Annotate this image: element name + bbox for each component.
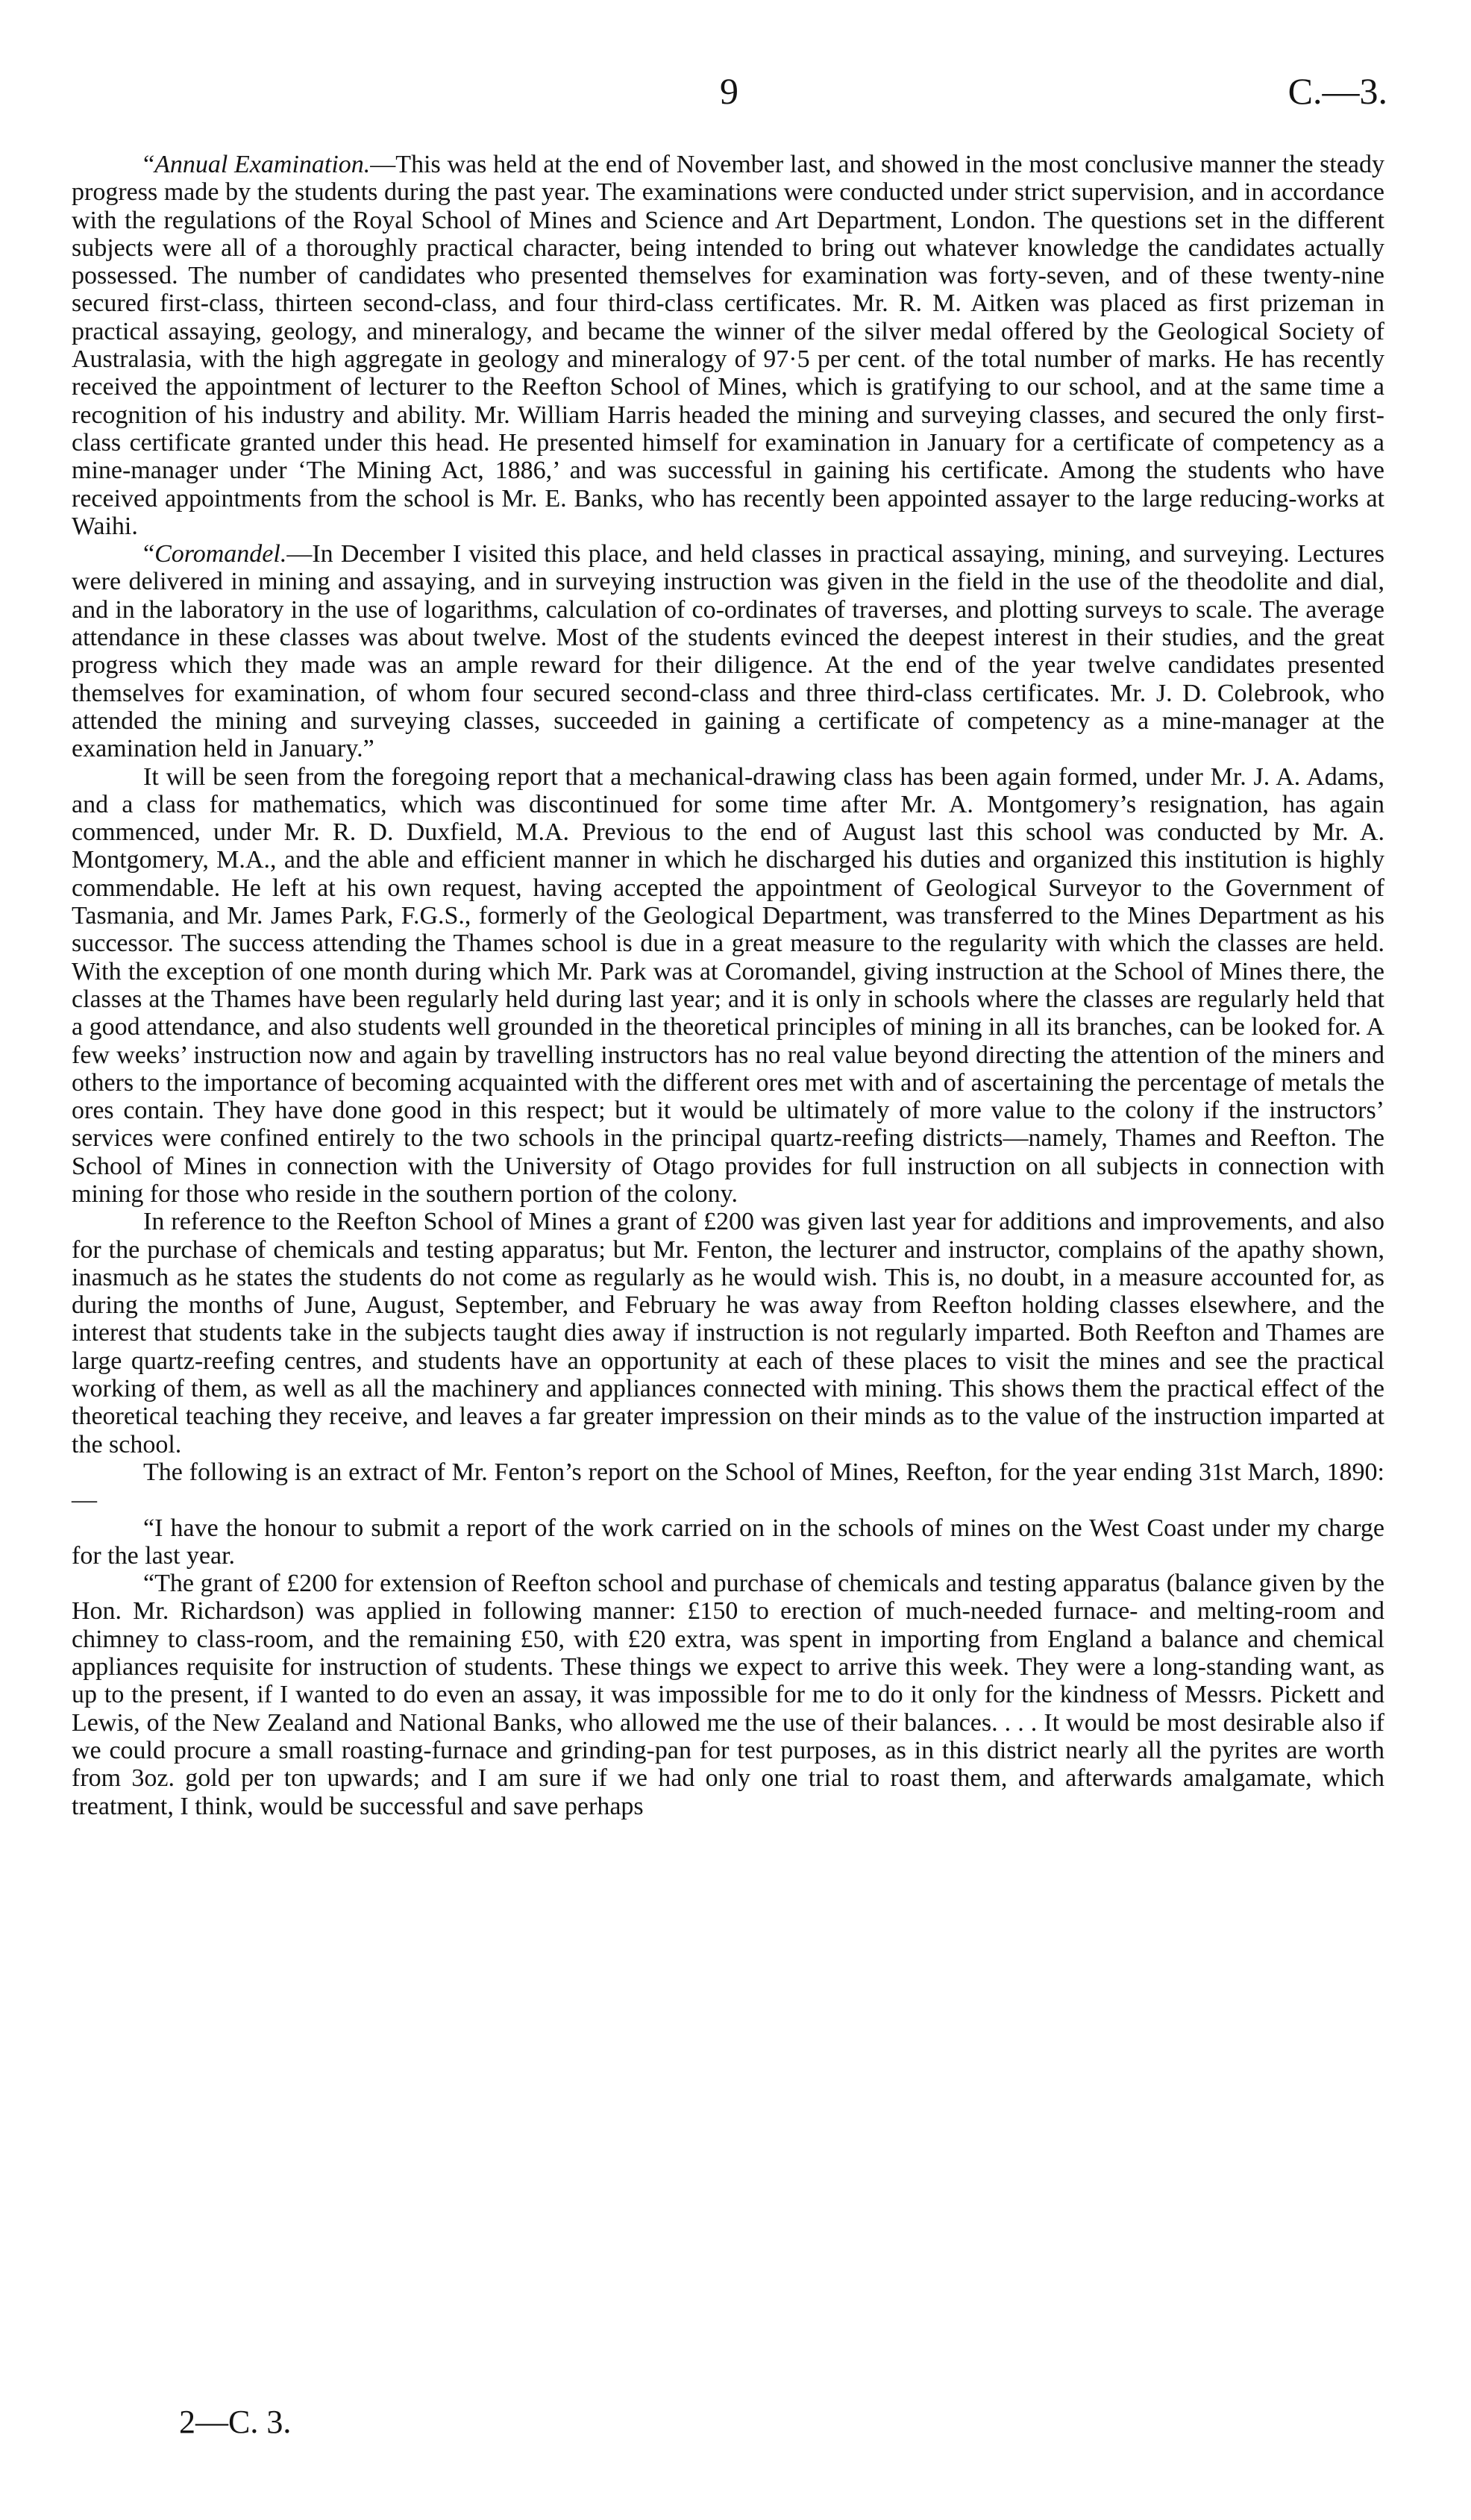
paragraph-coromandel: “Coromandel.—In December I visited this place, and held classes in practical assaying, mining, and surveying. Lectures were delivered in mining and assaying, and in surveying instruction was given in the field in the use of the theodolite and dial, and in the laboratory in the use of logarithms, calculation of co-ordinates of traverses, and plotting surveys to scale. The average attendance in these classes was about twelve. Most of the students evinced the deepest interest in their studies, and the great progress which they made was an ample reward for their diligence. At the end of the year twelve candidates presented themselves for examination, of whom four secured second-class and three third-class certificates. Mr. J. D. Colebrook, who attended the mining and surveying classes, succeeded in gaining a certificate of competency as a mine-manager at the examination held in January.” <box>72 540 1384 763</box>
body-text <box>72 151 1384 1820</box>
paragraph-text: —In December I visited this place, and held classes in practical assaying, mining, and surveying. Lectures were delivered in mining and assaying, and in surveying instruction was given in the field in the use of the theodolite and dial, and in the laboratory in the use of logarithms, calculation of co-ordinates of traverses, and plotting surveys to scale. The average attendance in these classes was about twelve. Most of the students evinced the deepest interest in their studies, and the great progress which they made was an ample reward for their diligence. At the end of the year twelve candidates presented themselves for examination, of whom four secured second-class and three third-class certificates. Mr. J. D. Colebrook, who attended the mining and surveying classes, succeeded in gaining a certificate of competency as a mine-manager at the examination held in January.” <box>72 540 1384 763</box>
paragraph-fenton-report-opening: “I have the honour to submit a report of the work carried on in the schools of mines on the West Coast under my charge for the last year. <box>72 1514 1384 1570</box>
paragraph-fenton-extract-intro: The following is an extract of Mr. Fenton’s report on the School of Mines, Reefton, for the year ending 31st March, 1890:— <box>72 1458 1384 1514</box>
paragraph-reefton-grant: In reference to the Reefton School of Mines a grant of £200 was given last year for additions and improvements, and also for the purchase of chemicals and testing apparatus; but Mr. Fenton, the lecturer and instructor, complains of the apathy shown, inasmuch as he states the students do not come as regularly as he would wish. This is, no doubt, in a measure accounted for, as during the months of June, August, September, and February he was away from Reefton holding classes elsewhere, and the interest that students take in the subjects taught dies away if instruction is not regularly imparted. Both Reefton and Thames are large quartz-reefing centres, and students have an opportunity at each of these places to visit the mines and see the practical working of them, as well as all the machinery and appliances connected with mining. This shows them the practical effect of the theoretical teaching they receive, and leaves a far greater impression on their minds as to the value of the instruction imparted at the school. <box>72 1208 1384 1458</box>
signature-mark: 2—C. 3. <box>179 2404 292 2440</box>
section-lead-annual-examination: Annual Examination. <box>154 151 371 178</box>
paragraph-thames-school: It will be seen from the foregoing report that a mechanical-drawing class has been again formed, under Mr. J. A. Adams, and a class for mathematics, which was discontinued for some time after Mr. A. Montgomery’s resignation, has again commenced, under Mr. R. D. Duxfield, M.A. Previous to the end of August last this school was conducted by Mr. A. Montgomery, M.A., and the able and efficient manner in which he discharged his duties and organized this institution is highly commendable. He left at his own request, having accepted the appointment of Geological Surveyor to the Government of Tasmania, and Mr. James Park, F.G.S., formerly of the Geological Department, was transferred to the Mines Department as his successor. The success attending the Thames school is due in a great measure to the regularity with which the classes are held. With the exception of one month during which Mr. Park was at Coromandel, giving instruction at the School of Mines there, the classes at the Thames have been regularly held during last year; and it is only in schools where the classes are regularly held that a good attendance, and also students well grounded in the theoretical principles of mining in all its branches, can be looked for. A few weeks’ instruction now and again by travelling instructors has no real value beyond directing the attention of the miners and others to the importance of becoming acquainted with the different ores met with and of ascertaining the percentage of metals the ores contain. They have done good in this respect; but it would be ultimately of more value to the colony if the instructors’ services were confined entirely to the two schools in the principal quartz-reefing districts—namely, Thames and Reefton. The School of Mines in connection with the University of Otago provides for full instruction on all subjects in connection with mining for those who reside in the southern portion of the colony. <box>72 762 1384 1208</box>
paragraph-text: —This was held at the end of November last, and showed in the most conclusive manner the steady progress made by the students during the past year. The examinations were conducted under strict supervision, and in accordance with the regulations of the Royal School of Mines and Science and Art Department, London. The questions set in the different subjects were all of a thoroughly practical character, being intended to bring out whatever knowledge the candidates actually possessed. The number of candidates who presented themselves for examination was forty-seven, and of these twenty-nine secured first-class, thirteen second-class, and four third-class certificates. Mr. R. M. Aitken was placed as first prizeman in practical assaying, geology, and mineralogy, and became the winner of the silver medal offered by the Geological Society of Australasia, with the high aggregate in geology and mineralogy of 97·5 per cent. of the total number of marks. He has recently received the appointment of lecturer to the Reefton School of Mines, which is gratifying to our school, and at the same time a recognition of his industry and ability. Mr. William Harris headed the mining and surveying classes, and secured the only first-class certificate granted under this head. He presented himself for examination in January for a certificate of competency as a mine-manager under ‘The Mining Act, 1886,’ and was successful in gaining his certificate. Among the students who have received appointments from the school is Mr. E. Banks, who has recently been appointed assayer to the large reducing-works at Waihi. <box>72 151 1385 540</box>
paragraph-annual-examination: “Annual Examination.—This was held at the end of November last, and showed in the most conclusive manner the steady progress made by the students during the past year. The examinations were conducted under strict supervision, and in accordance with the regulations of the Royal School of Mines and Science and Art Department, London. The questions set in the different subjects were all of a thoroughly practical character, being intended to bring out whatever knowledge the candidates actually possessed. The number of candidates who presented themselves for examination was forty-seven, and of these twenty-nine secured first-class, thirteen second-class, and four third-class certificates. Mr. R. M. Aitken was placed as first prizeman in practical assaying, geology, and mineralogy, and became the winner of the silver medal offered by the Geological Society of Australasia, with the high aggregate in geology and mineralogy of 97·5 per cent. of the total number of marks. He has recently received the appointment of lecturer to the Reefton School of Mines, which is gratifying to our school, and at the same time a recognition of his industry and ability. Mr. William Harris headed the mining and surveying classes, and secured the only first-class certificate granted under this head. He presented himself for examination in January for a certificate of competency as a mine-manager under ‘The Mining Act, 1886,’ and was successful in gaining his certificate. Among the students who have received appointments from the school is Mr. E. Banks, who has recently been appointed assayer to the large reducing-works at Waihi. <box>72 151 1385 540</box>
paper-reference: C.—3. <box>1287 70 1387 112</box>
section-lead-coromandel: Coromandel. <box>154 540 287 568</box>
page-number: 9 <box>720 70 738 112</box>
paragraph-fenton-grant-details: “The grant of £200 for extension of Reefton school and purchase of chemicals and testing apparatus (balance given by the Hon. Mr. Richardson) was applied in following manner: £150 to erection of much-needed furnace- and melting-room and chimney to class-room, and the remaining £50, with £20 extra, was spent in importing from England a balance and chemical appliances requisite for instruction of students. These things we expect to arrive this week. They were a long-standing want, as up to the present, if I wanted to do even an assay, it was impossible for me to do it only for the kindness of Messrs. Pickett and Lewis, of the New Zealand and National Banks, who allowed me the use of their balances. . . . It would be most desirable also if we could procure a small roasting-furnace and grinding-pan for test purposes, as in this district nearly all the pyrites are worth from 3oz. gold per ton upwards; and I am sure if we had only one trial to roast them, and afterwards amalgamate, which treatment, I think, would be successful and save perhaps <box>72 1570 1384 1820</box>
page-header <box>0 69 1471 121</box>
